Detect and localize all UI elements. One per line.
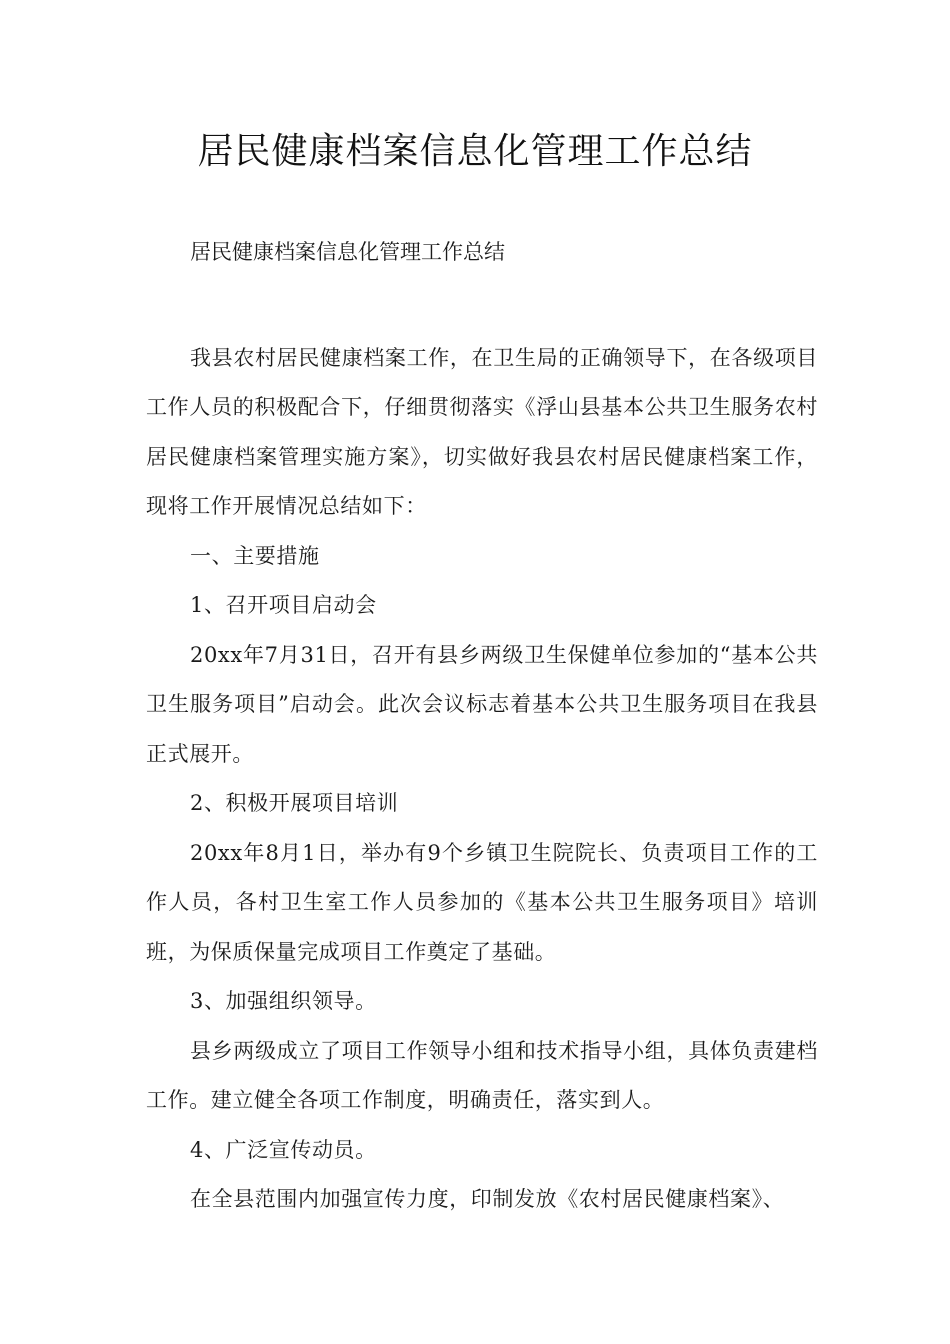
paragraph-launch-meeting: 20xx年7月31日，召开有县乡两级卫生保健单位参加的“基本公共卫生服务项目”启动会。此次会议标志着基本公共卫生服务项目在我县正式展开。 (146, 642, 818, 766)
subheading-training: 2、积极开展项目培训 (190, 791, 399, 815)
paragraph-leadership: 县乡两级成立了项目工作领导小组和技术指导小组，具体负责建档工作。建立健全各项工作制度，明确责任，落实到人。 (146, 1038, 818, 1112)
paragraph-publicity: 在全县范围内加强宣传力度，印制发放《农村居民健康档案》、 (190, 1187, 785, 1211)
document-body (146, 228, 818, 1225)
document-title: 居民健康档案信息化管理工作总结 (197, 131, 753, 172)
subheading-publicity: 4、广泛宣传动员。 (190, 1137, 377, 1162)
paragraph-intro: 我县农村居民健康档案工作，在卫生局的正确领导下，在各级项目工作人员的积极配合下，仔细贯彻落实《浮山县基本公共卫生服务农村居民健康档案管理实施方案》，切实做好我县农村居民健康档案工作，现将工作开展情况总结如下： (146, 345, 818, 518)
document-subtitle: 居民健康档案信息化管理工作总结 (190, 240, 505, 264)
section-heading-main-measures: 一、主要措施 (190, 543, 320, 568)
subheading-launch-meeting: 1、召开项目启动会 (190, 593, 377, 617)
subheading-leadership: 3、加强组织领导。 (190, 989, 377, 1013)
paragraph-training: 20xx年8月1日，举办有9个乡镇卫生院院长、负责项目工作的工作人员，各村卫生室工作人员参加的《基本公共卫生服务项目》培训班，为保质保量完成项目工作奠定了基础。 (146, 840, 818, 964)
